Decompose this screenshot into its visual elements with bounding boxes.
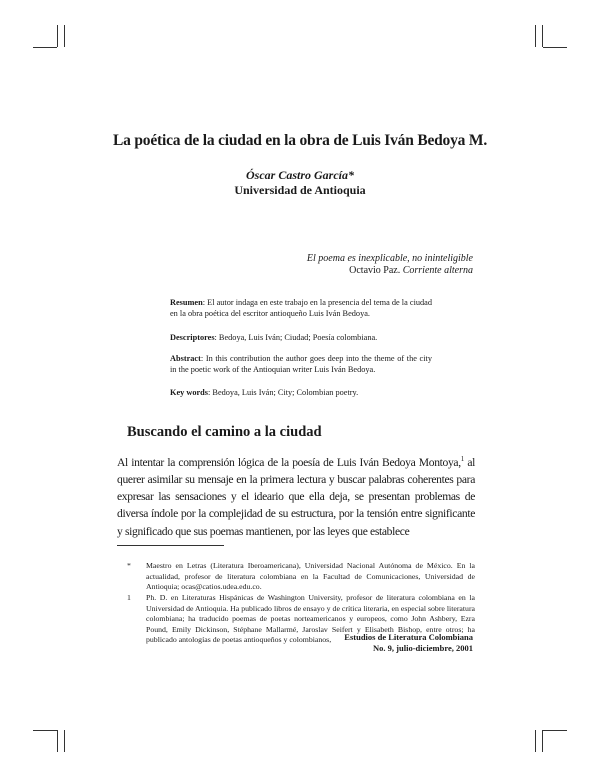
epigraph-attribution — [349, 265, 473, 276]
section-heading: Buscando el camino a la ciudad — [127, 424, 322, 440]
footnote-marker: 1 — [127, 593, 131, 602]
abstract-text: : In this contribution the author goes deep into the theme of the city in the poetic work of the Antioquian writer Luis Iván Bedoya. — [170, 354, 432, 374]
footnote-ref-1: 1 — [460, 455, 464, 463]
epigraph-quote: El poema es inexplicable, no ininteligible — [306, 253, 473, 264]
descriptores-text: : Bedoya, Luis Iván; Ciudad; Poesía colombiana. — [214, 333, 378, 342]
journal-issue: No. 9, julio-diciembre, 2001 — [373, 643, 473, 653]
body-text-start: Al intentar la comprensión lógica de la poesía de Luis Iván Bedoya Montoya, — [117, 455, 461, 469]
resumen-label: Resumen — [170, 298, 203, 307]
journal-info — [344, 632, 473, 654]
journal-name: Estudios de Literatura Colombiana — [344, 632, 473, 642]
body-text-rest: al querer asimilar su mensaje en la primera lectura y buscar palabras coherentes para expresar las sensaciones y el ideario que ella deja, se presentan problemas de diversa índole por la complejidad de su estructura, por la tensión entre significante y significado que sus poemas mantienen, por las leyes que establece — [117, 455, 475, 538]
body-paragraph — [117, 451, 475, 540]
footnote-rule — [117, 545, 224, 546]
descriptores-block — [170, 332, 432, 343]
resumen-block — [170, 297, 432, 319]
footnote-marker: * — [127, 561, 131, 570]
resumen-text: : El autor indaga en este trabajo en la presencia del tema de la ciudad en la obra poética del escritor antioqueño Luis Iván Bedoya. — [170, 298, 432, 318]
footnote-text: Maestro en Letras (Literatura Iberoamericana), Universidad Nacional Autónoma de México. En la actualidad, profesor de literatura colombiana en la Facultad de Comunicaciones, Universidad de Antioquia; ocas@catios.udea.edu.co. — [146, 561, 475, 592]
abstract-label: Abstract — [170, 354, 201, 363]
author-name: Óscar Castro García* — [245, 168, 354, 182]
epigraph-work: Corriente alterna — [402, 265, 473, 276]
footnote-author — [117, 561, 475, 593]
body-text — [117, 451, 475, 540]
author-affiliation: Universidad de Antioquia — [234, 183, 366, 197]
footnote-text: Ph. D. en Literaturas Hispánicas de Washington University, profesor de literatura colombiana en la Universidad de Antioquia. Ha publicado libros de ensayo y de crítica literaria, en especial sobre literatura colombiana; ha traducido poemas de poetas norteamericanos y europeos, como John Ashbery, Ezra Pound, Emily Dickinson, Stéphane Mallarmé, Jaroslav Seifert y Elisabeth Bishop, entre otros; ha publicado antologías de poetas antioqueños y colombianos, — [146, 593, 475, 645]
keywords-text: : Bedoya, Luis Iván; City; Colombian poetry. — [208, 388, 359, 397]
keywords-block — [170, 387, 432, 398]
descriptores-label: Descriptores — [170, 333, 215, 342]
article-title: La poética de la ciudad en la obra de Luis Iván Bedoya M. — [113, 132, 487, 149]
keywords-label: Key words — [170, 388, 209, 397]
epigraph-author: Octavio Paz. — [349, 265, 401, 276]
abstract-block — [170, 353, 432, 375]
